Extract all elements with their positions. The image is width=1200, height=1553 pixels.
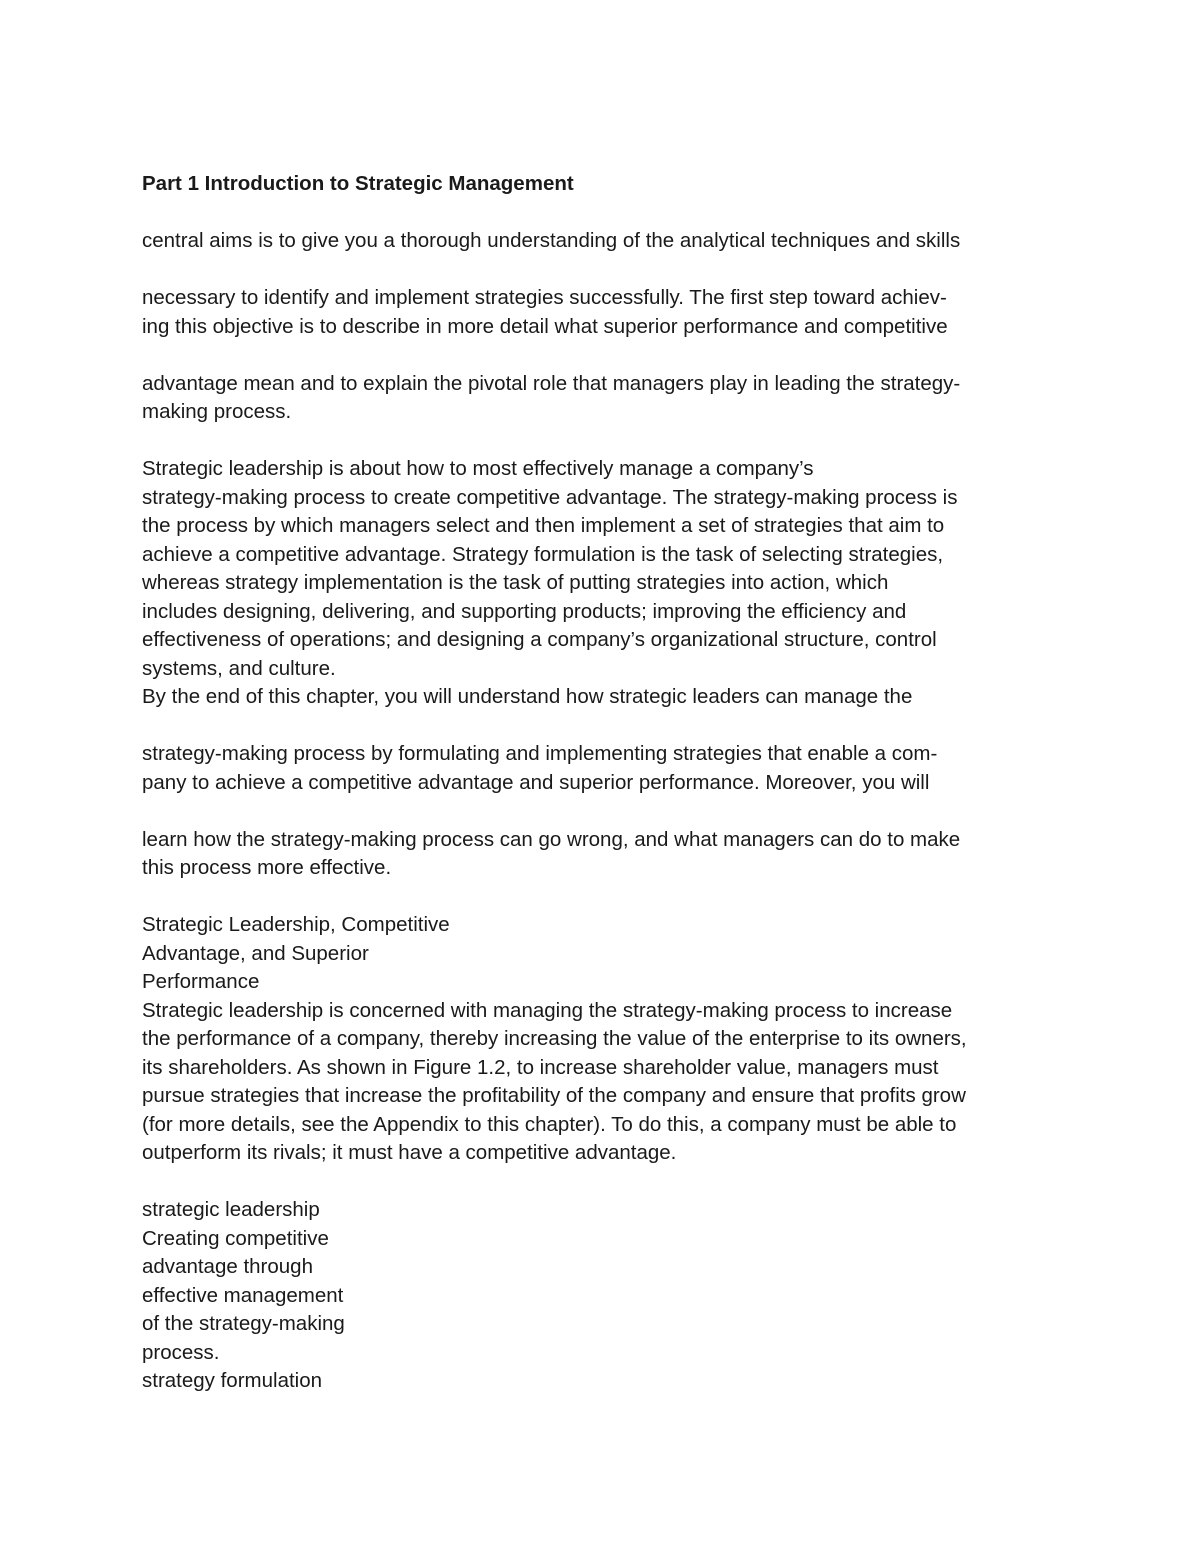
text-line: process.	[142, 1340, 220, 1364]
text-line: learn how the strategy-making process can go wrong, and what managers can do to make	[142, 827, 961, 851]
text-line: Advantage, and Superior	[142, 941, 369, 965]
paragraph	[142, 1196, 1042, 1396]
text-line: its shareholders. As shown in Figure 1.2, to increase shareholder value, managers must	[142, 1055, 939, 1079]
paragraph	[142, 227, 1042, 256]
text-line: Performance	[142, 970, 260, 993]
paragraph	[142, 455, 1042, 712]
paragraph	[142, 826, 1042, 883]
paragraph-spacer	[142, 1168, 1042, 1197]
paragraph-spacer	[142, 797, 1042, 826]
text-line: Creating competitive	[142, 1226, 329, 1250]
text-line: achieve a competitive advantage. Strategy formulation is the task of selecting strategies,	[142, 542, 944, 566]
paragraph-spacer	[142, 341, 1042, 370]
text-line: pany to achieve a competitive advantage and superior performance. Moreover, you will	[142, 770, 930, 794]
paragraph	[142, 370, 1042, 427]
text-line: this process more effective.	[142, 856, 392, 879]
text-line: of the strategy-making	[142, 1312, 345, 1335]
document-blocks	[142, 199, 1042, 1396]
document-body	[142, 170, 1042, 1396]
text-line: effectiveness of operations; and designing a company’s organizational structure, control	[142, 628, 937, 651]
text-line: strategy-making process to create competitive advantage. The strategy-making process is	[142, 485, 958, 509]
text-line: central aims is to give you a thorough understanding of the analytical techniques and skills	[142, 229, 961, 252]
text-line: systems, and culture.	[142, 656, 336, 680]
paragraph-spacer	[142, 427, 1042, 456]
text-line: whereas strategy implementation is the task of putting strategies into action, which	[142, 571, 889, 594]
paragraph-spacer	[142, 199, 1042, 228]
paragraph	[142, 284, 1042, 341]
text-line: the performance of a company, thereby increasing the value of the enterprise to its owners,	[142, 1027, 967, 1050]
text-line: (for more details, see the Appendix to this chapter). To do this, a company must be able to	[142, 1112, 957, 1136]
text-line: ing this objective is to describe in more detail what superior performance and competitive	[142, 314, 948, 338]
text-line: effective management	[142, 1283, 344, 1307]
text-line: Strategic Leadership, Competitive	[142, 913, 450, 936]
paragraph-spacer	[142, 712, 1042, 741]
text-line: By the end of this chapter, you will understand how strategic leaders can manage the	[142, 685, 913, 708]
text-line: making process.	[142, 400, 292, 423]
text-line: Strategic leadership is about how to most effectively manage a company’s	[142, 457, 814, 480]
text-line: necessary to identify and implement strategies successfully. The first step toward achiev-	[142, 286, 947, 309]
paragraph	[142, 740, 1042, 797]
text-line: Strategic leadership is concerned with managing the strategy-making process to increase	[142, 998, 953, 1022]
text-line: pursue strategies that increase the profitability of the company and ensure that profits grow	[142, 1084, 966, 1107]
text-line: advantage mean and to explain the pivotal role that managers play in leading the strategy-	[142, 371, 961, 395]
text-line: strategic leadership	[142, 1198, 320, 1221]
text-line: strategy formulation	[142, 1369, 323, 1392]
text-line: includes designing, delivering, and supporting products; improving the efficiency and	[142, 599, 907, 623]
text-line: outperform its rivals; it must have a competitive advantage.	[142, 1141, 677, 1164]
text-line: the process by which managers select and then implement a set of strategies that aim to	[142, 514, 945, 537]
paragraph-spacer	[142, 256, 1042, 285]
paragraph	[142, 911, 1042, 1168]
text-line: strategy-making process by formulating and implementing strategies that enable a com-	[142, 742, 938, 765]
document-title: Part 1 Introduction to Strategic Management	[142, 172, 574, 195]
paragraph-spacer	[142, 883, 1042, 912]
text-line: advantage through	[142, 1255, 313, 1278]
